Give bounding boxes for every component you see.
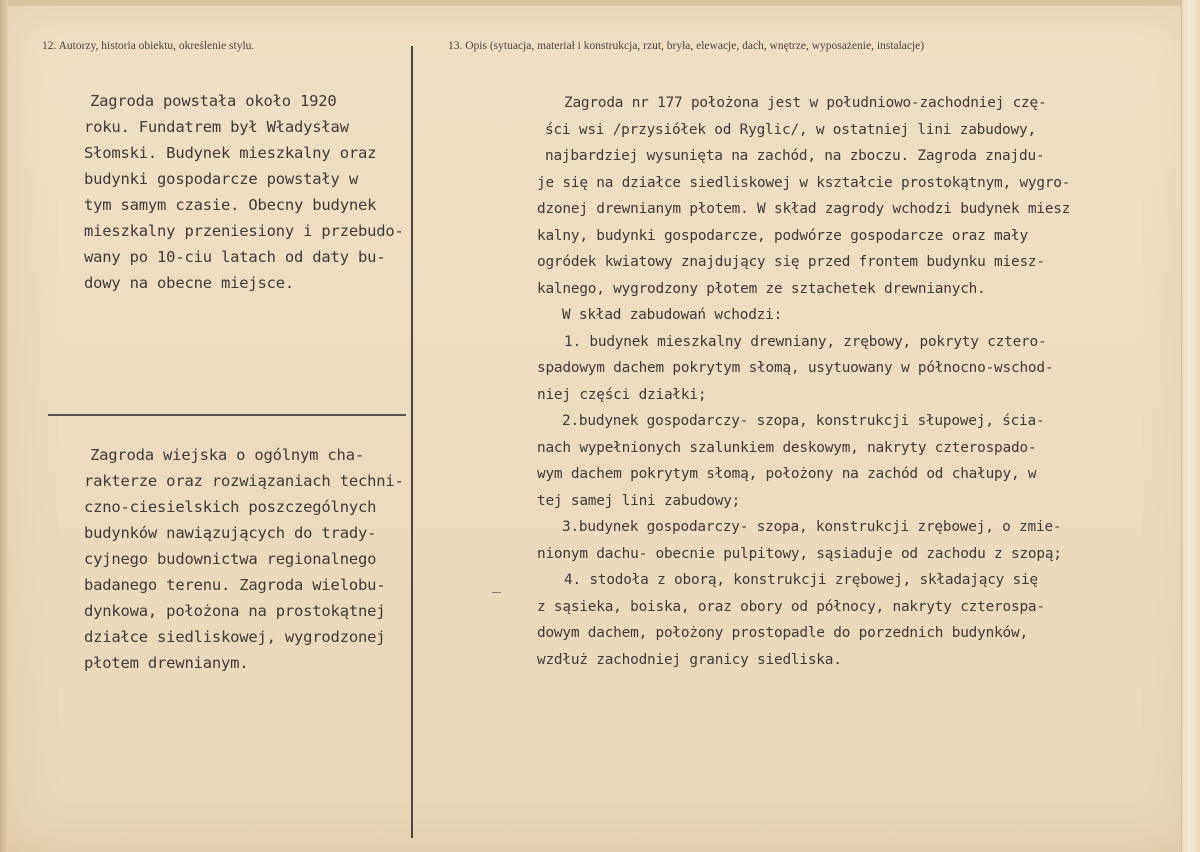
history-text <box>84 88 404 296</box>
description-text <box>520 90 1070 673</box>
text-line: działce siedliskowej, wygrodzonej <box>84 628 386 646</box>
text-line: rakterze oraz rozwiązaniach techni- <box>84 472 404 490</box>
paper-top-edge <box>0 0 1200 6</box>
text-line: Zagroda wiejska o ogólnym cha- <box>90 446 364 464</box>
style-text <box>84 442 404 676</box>
text-line: najbardziej wysunięta na zachód, na zboczu. Zagroda znajdu- <box>545 148 1045 164</box>
column-divider <box>411 46 413 838</box>
text-line: je się na działce siedliskowej w kształcie prostokątnym, wygro- <box>537 174 1071 191</box>
text-line: niej części działki; <box>537 386 707 403</box>
section-divider <box>48 414 406 416</box>
text-line: nionym dachu- obecnie pulpitowy, sąsiaduje od zachodu z szopą; <box>537 545 1062 562</box>
text-line: badanego terenu. Zagroda wielobu- <box>84 576 386 594</box>
field-12-heading: 12. Autorzy, historia obiektu, określenie stylu. <box>42 40 255 52</box>
text-line: spadowym dachem pokrytym słomą, usytuowany w północno-wschod- <box>537 360 1054 376</box>
text-line: roku. Fundatrem był Władysław <box>84 118 349 136</box>
text-line: kalnego, wygrodzony płotem ze sztachetek drewnianych. <box>537 280 986 297</box>
text-line: wym dachem pokrytym słomą, położony na zachód od chałupy, w <box>537 466 1037 482</box>
text-line: wany po 10-ciu latach od daty bu- <box>84 248 386 266</box>
text-line: z sąsieka, boiska, oraz obory od północy, nakryty czterospa- <box>537 598 1045 615</box>
text-line: tej samej lini zabudowy; <box>537 492 741 509</box>
text-line: płotem drewnianym. <box>84 654 249 672</box>
text-line: 1. budynek mieszkalny drewniany, zrębowy, pokryty cztero- <box>564 333 1047 350</box>
text-line: kalny, budynki gospodarcze, podwórze gospodarcze oraz mały <box>537 227 1028 244</box>
text-line: ści wsi /przysiółek od Ryglic/, w ostatniej lini zabudowy, <box>545 121 1036 138</box>
paper-right-fold <box>1181 0 1200 852</box>
text-line: tym samym czasie. Obecny budynek <box>84 196 377 214</box>
text-line: dowym dachem, położony prostopadle do porzednich budynków, <box>537 625 1028 641</box>
paper-left-edge <box>0 0 8 852</box>
text-line: mieszkalny przeniesiony i przebudo- <box>84 222 404 240</box>
text-line: budynki gospodarcze powstały w <box>84 170 358 188</box>
text-line: ogródek kwiatowy znajdujący się przed frontem budynku miesz- <box>537 254 1045 270</box>
text-line: dynkowa, położona na prostokątnej <box>84 602 386 620</box>
text-line: dzonej drewnianym płotem. W skład zagrody wchodzi budynek miesz <box>537 201 1071 217</box>
text-line: czno-ciesielskich poszczególnych <box>84 498 377 516</box>
text-line: budynków nawiązujących do trady- <box>84 524 377 542</box>
margin-mark <box>492 592 501 593</box>
field-13-heading: 13. Opis (sytuacja, materiał i konstrukcja, rzut, bryła, elewacje, dach, wnętrze, wyposażenie, instalacje) <box>448 40 925 52</box>
text-line: W skład zabudowań wchodzi: <box>562 307 783 323</box>
text-line: 3.budynek gospodarczy- szopa, konstrukcji zrębowej, o zmie- <box>562 519 1062 535</box>
text-line: wzdłuż zachodniej granicy siedliska. <box>537 651 842 668</box>
text-line: Słomski. Budynek mieszkalny oraz <box>84 144 377 162</box>
text-line: cyjnego budownictwa regionalnego <box>84 550 377 568</box>
text-line: nach wypełnionych szalunkiem deskowym, nakryty czterospado- <box>537 439 1037 456</box>
text-line: Zagroda nr 177 położona jest w południowo-zachodniej czę- <box>564 95 1047 111</box>
text-line: Zagroda powstała około 1920 <box>90 92 337 110</box>
text-line: 2.budynek gospodarczy- szopa, konstrukcji słupowej, ścia- <box>562 413 1045 429</box>
text-line: dowy na obecne miejsce. <box>84 274 295 292</box>
text-line: 4. stodoła z oborą, konstrukcji zrębowej, składający się <box>564 572 1038 588</box>
